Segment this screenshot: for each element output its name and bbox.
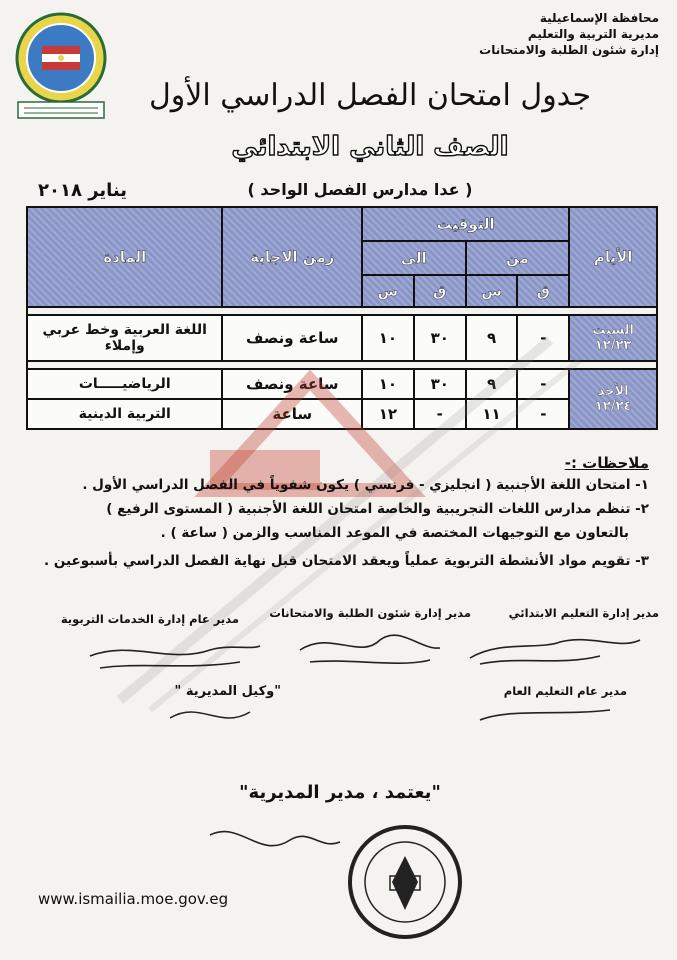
header-line-department: إدارة شئون الطلبة والامتحانات (479, 43, 659, 57)
header-from-q: ق (517, 275, 569, 307)
approval-label: "يعتمد ، مدير المديرية" (239, 782, 441, 803)
to-q-cell: ٣٠ (414, 369, 466, 399)
directorate-logo-icon (12, 10, 110, 122)
day-cell (569, 369, 657, 429)
sig-exams-director: مدير إدارة شئون الطلبة والامتحانات (269, 606, 471, 620)
header-from-s: س (466, 275, 518, 307)
website-url: www.ismailia.moe.gov.eg (38, 890, 229, 908)
exam-schedule-table (26, 206, 658, 430)
day-cell (569, 315, 657, 361)
exam-date: يناير ٢٠١٨ (38, 180, 128, 201)
to-s-cell: ١٢ (362, 399, 414, 429)
note-item: بالتعاون مع التوجيهات المختصة في الموعد المناسب والزمن ( ساعة ) . (160, 525, 629, 541)
day-date: ١٢/٢٤ (594, 399, 632, 414)
duration-cell: ساعة (222, 399, 362, 429)
from-s-cell: ١١ (466, 399, 518, 429)
exception-note: ( عدا مدارس الفصل الواحد ) (247, 180, 473, 199)
day-name: الأحد (597, 384, 629, 399)
to-s-cell: ١٠ (362, 369, 414, 399)
header-subject: المادة (27, 207, 222, 307)
table-row (27, 369, 657, 399)
header-days: الأيام (569, 207, 657, 307)
to-q-cell: - (414, 399, 466, 429)
from-s-cell: ٩ (466, 369, 518, 399)
notes-title: ملاحظات :- (564, 454, 649, 472)
sig-primary-director: مدير إدارة التعليم الابتدائي (508, 606, 659, 620)
header-to: الى (362, 241, 466, 275)
table-row (27, 399, 657, 429)
subject-cell: الرياضيـــــات (27, 369, 222, 399)
from-s-cell: ٩ (466, 315, 518, 361)
to-s-cell: ١٠ (362, 315, 414, 361)
header-timing: التوقيت (362, 207, 569, 241)
sig-general-director: مدير عام التعليم العام (503, 684, 627, 698)
header-duration: زمن الاجابة (222, 207, 362, 307)
from-q-cell: - (517, 315, 569, 361)
header-to-q: ق (414, 275, 466, 307)
directorate-header (479, 10, 659, 58)
sig-services-director: مدير عام إدارة الخدمات التربوية (60, 612, 239, 626)
header-to-s: س (362, 275, 414, 307)
day-name: السبت (592, 323, 634, 338)
note-item: ٢- تنظم مدارس اللغات التجريبية والخاصة امتحان اللغة الأجنبية ( المستوى الرفيع ) (106, 501, 649, 517)
subject-cell: اللغة العربية وخط عربي وإملاء (27, 315, 222, 361)
to-q-cell: ٣٠ (414, 315, 466, 361)
duration-cell: ساعة ونصف (222, 315, 362, 361)
note-item: ١- امتحان اللغة الأجنبية ( انجليزي - فرنسي ) يكون شفوياً في الفصل الدراسي الأول . (82, 477, 649, 493)
grade-title: الصف الثاني الابتدائي (231, 132, 509, 162)
header-line-governorate: محافظة الإسماعيلية (539, 11, 659, 25)
day-date: ١٢/٢٣ (594, 338, 632, 353)
table-row (27, 315, 657, 361)
header-from: من (466, 241, 570, 275)
page-title: جدول امتحان الفصل الدراسي الأول (148, 78, 592, 113)
from-q-cell: - (517, 369, 569, 399)
subject-cell: التربية الدينية (27, 399, 222, 429)
from-q-cell: - (517, 399, 569, 429)
duration-cell: ساعة ونصف (222, 369, 362, 399)
note-item: ٣- تقويم مواد الأنشطة التربوية عملياً ويعقد الامتحان قبل نهاية الفصل الدراسي بأسبوعين . (44, 553, 649, 569)
header-line-directorate: مديرية التربية والتعليم (527, 27, 659, 41)
sig-deputy: "وكيل المديرية " (174, 684, 281, 699)
